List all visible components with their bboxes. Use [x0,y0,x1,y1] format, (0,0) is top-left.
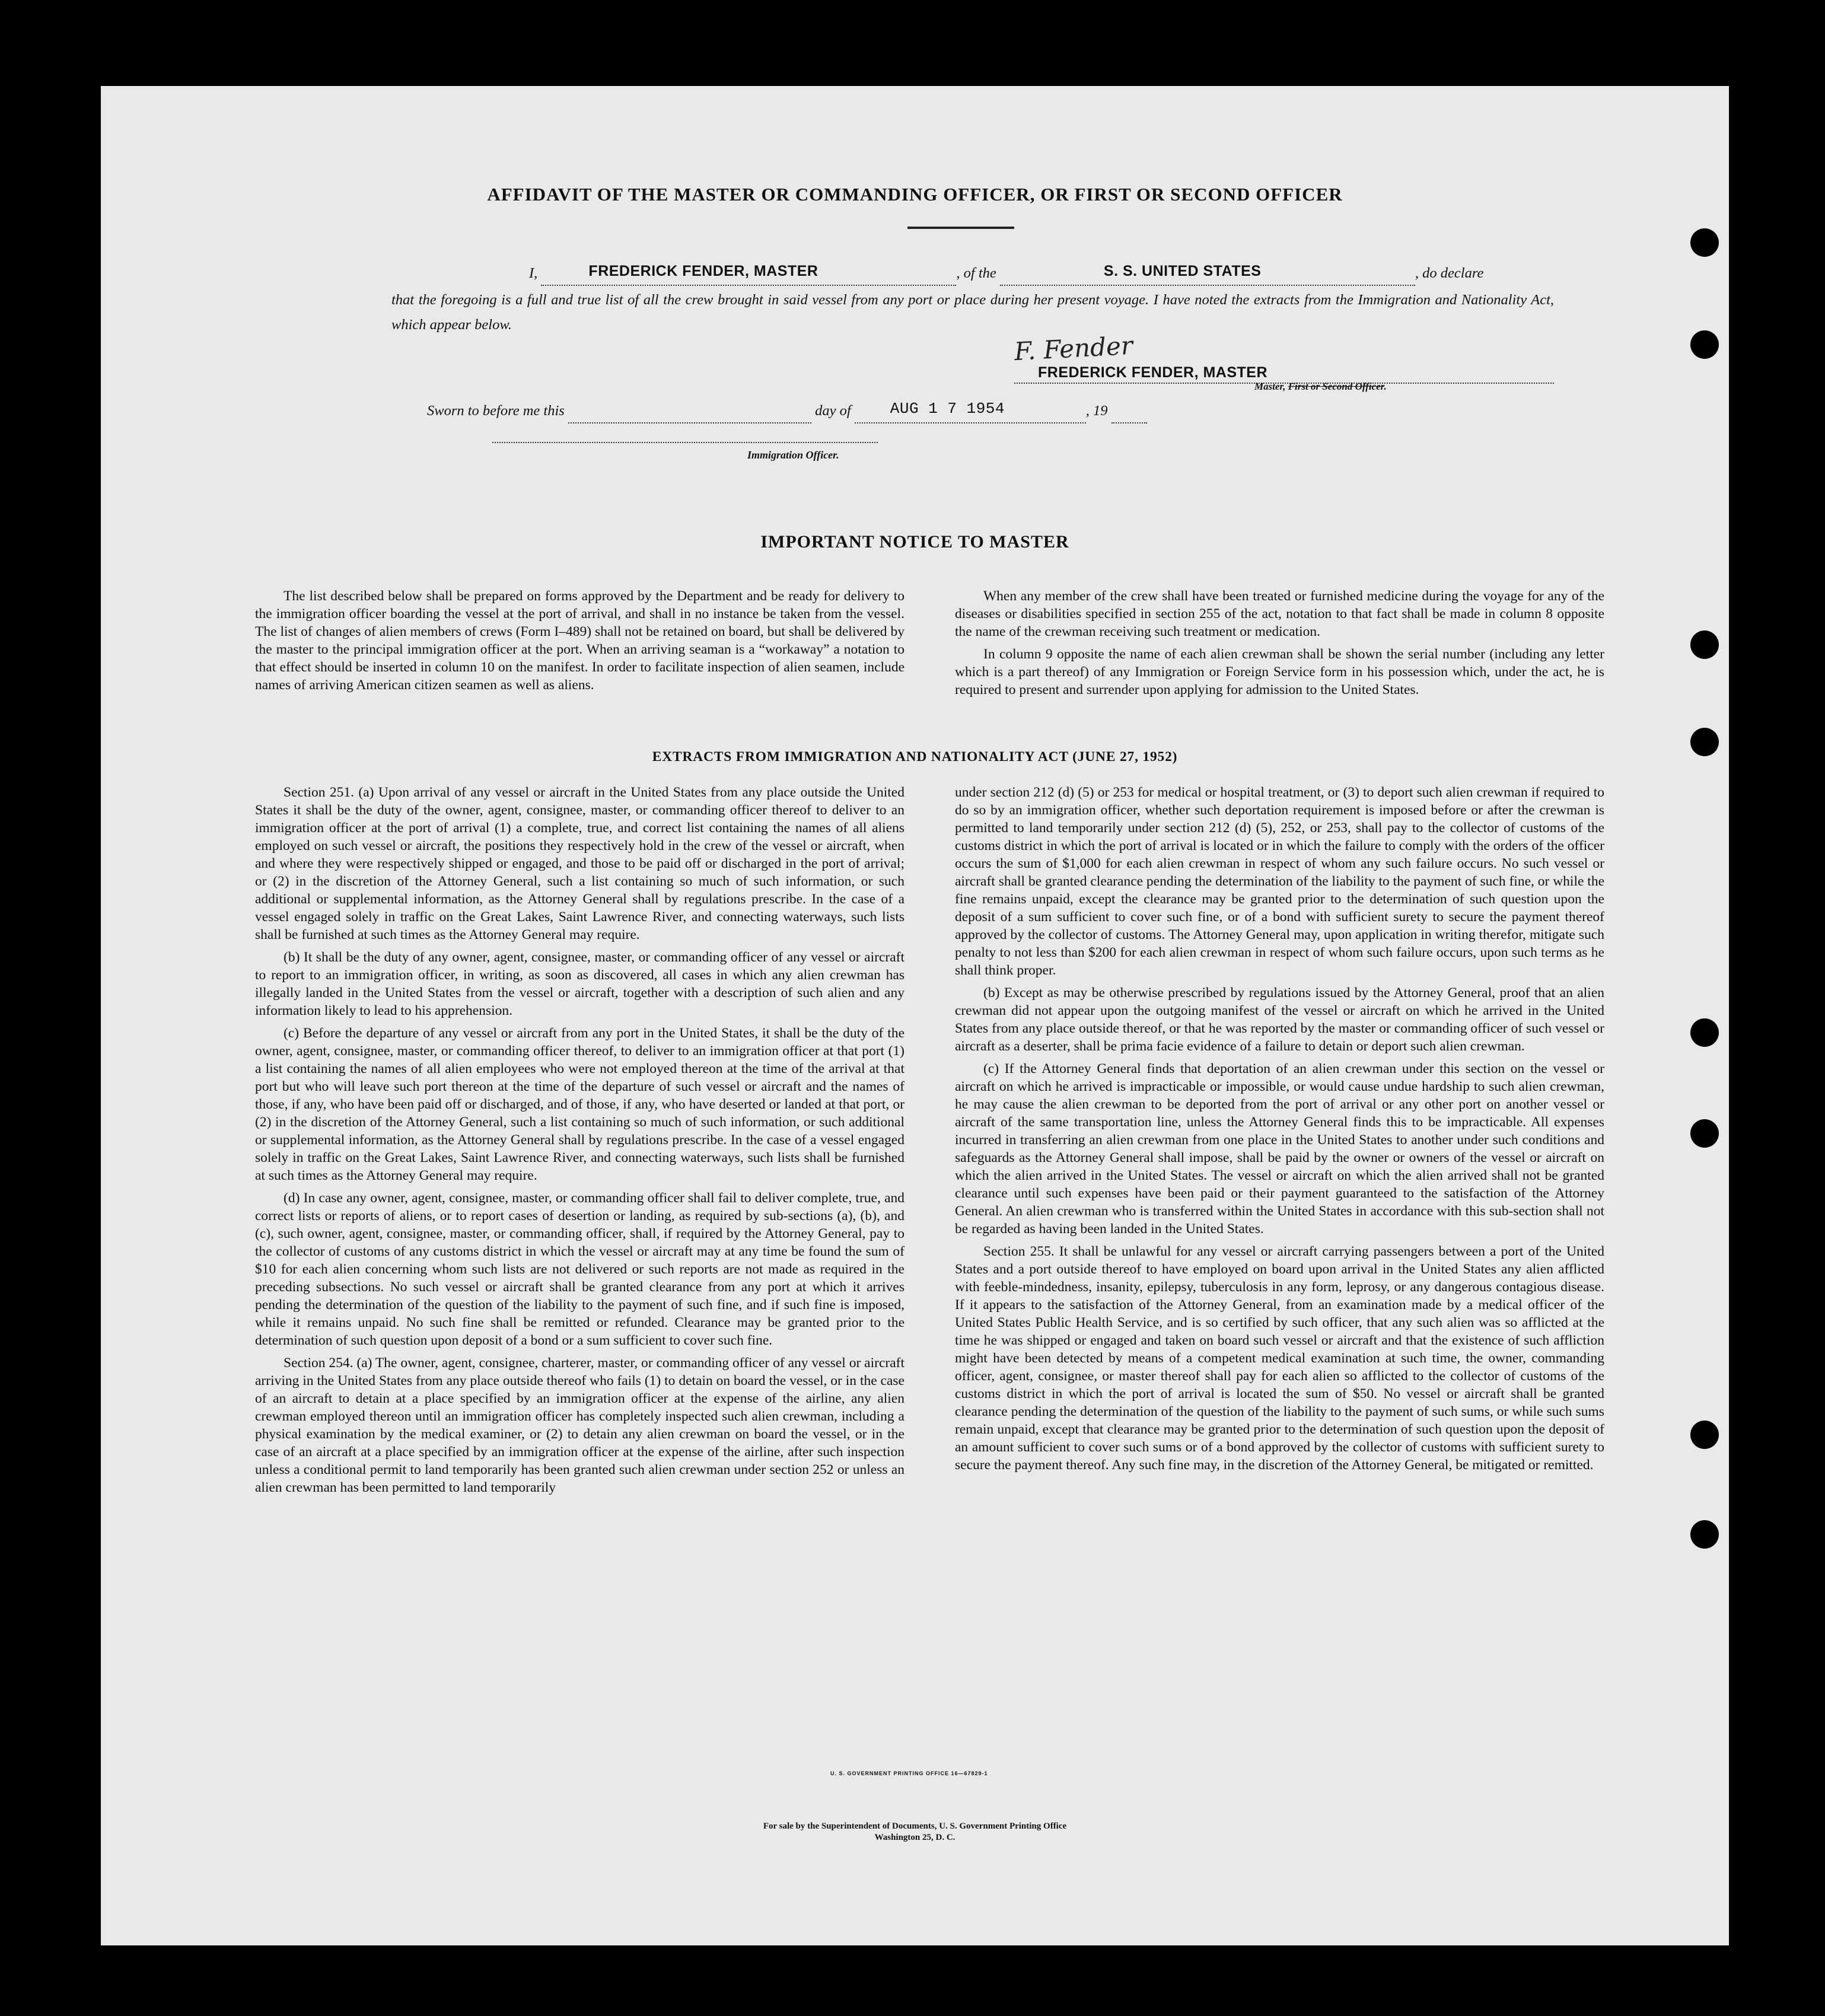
section-254-a-cont: under section 212 (d) (5) or 253 for medical or hospital treatment, or (3) to deport such alien crewman if required to do so by an immigration officer, whether such deportation requirement is imposed before or after the crewman is permitted to land temporarily under section 212 (d) (5), 252, or 253, shall pay to the collector of customs of the customs district in which the port of arrival is located or in which the failure to comply with the orders of the officer occurs the sum of $1,000 for each alien crewman in respect of whom any such failure occurs. No such vessel or aircraft shall be granted clearance pending the determination of the liability to the payment of such fine, or while the fine remains unpaid, except the clearance may be granted prior to the determination of such question upon the deposit of a sum sufficient to cover such fine, or of a bond with sufficient surety to secure the payment thereof approved by the collector of customs. The Attorney General may, upon application in writing therefor, mitigate such penalty to not less than $200 for each alien crewman in respect of whom such failure occurs, upon such terms as he shall think proper. [955,785,1604,978]
signer-caption-end: . [1384,381,1387,392]
title-rule [907,227,1014,229]
affidavit-title: AFFIDAVIT OF THE MASTER OR COMMANDING OFFICER, OR FIRST OR SECOND OFFICER [487,184,1343,205]
binder-hole [1690,1119,1719,1148]
sale-line-2: Washington 25, D. C. [874,1833,956,1842]
notice-left-column [255,587,904,694]
name-field [541,263,956,286]
vessel-value: S. S. UNITED STATES [1103,263,1262,279]
notice-right-para-2: In column 9 opposite the name of each alien crewman shall be shown the serial number (including any letter which is a part thereof) of any Immigration or Foreign Service form in his possession which, under the act, he is required to present and surrender upon applying for admission to the United States. [955,646,1604,698]
extracts-title: EXTRACTS FROM IMMIGRATION AND NATIONALITY ACT (JUNE 27, 1952) [652,749,1178,765]
binder-hole [1690,330,1719,359]
officer-caption: Immigration Officer. [747,449,839,461]
signer-caption-master: Master, [1254,381,1286,392]
vessel-field [1000,263,1415,286]
section-254-c: (c) If the Attorney General finds that deportation of an alien crewman under this section on the vessel or aircraft on which he arrived is impracticable or impossible, or would cause undue hardship to such alien crewman, he may cause the alien crewman to be deported from the port of arrival or any other port on another vessel or aircraft of the same transportation line, unless the Attorney General finds this to be impracticable. All expenses incurred in transferring an alien crewman from one place in the United States to another under such conditions and safeguards as the Attorney General shall impose, shall be paid by the owner or owners of the vessel or aircraft on which the alien arrived in the United States. The vessel or aircraft on which the alien arrived shall not be granted clearance until such expenses have been paid or their payment guaranteed to the satisfaction of the Attorney General. An alien crewman who is transferred within the United States in accordance with this sub-section shall not be regarded as having been landed in the United States. [955,1061,1604,1237]
date-field [855,400,1086,423]
sworn-day-field [568,406,811,423]
signature-typed: FREDERICK FENDER, MASTER [1038,364,1268,381]
form-sheet [101,86,1729,1945]
binder-hole [1690,1018,1719,1047]
binder-hole [1690,1421,1719,1449]
year-field [1111,406,1147,423]
binder-hole [1690,228,1719,257]
year-label: , 19 [1085,403,1108,419]
binder-hole [1690,728,1719,756]
section-254-a: Section 254. (a) The owner, agent, consignee, charterer, master, or commanding officer of any vessel or aircraft arriving in the United States from any place outside thereof who fails (1) to detain on board the vessel, or in the case of an aircraft to detain at a place specified by an immigration officer at the expense of the airline, any alien crewman employed thereon until an immigration officer has completely inspected such alien crewman, including a physical examination by the medical examiner, or (2) to detain any alien crewman on board the vessel, or in the case of an aircraft at a place specified by an immigration officer at the expense of the airline, after such inspection unless a conditional permit to land temporarily has been granted such alien crewman under section 252 or unless an alien crewman has been permitted to land temporarily [255,1355,904,1495]
section-251-a: Section 251. (a) Upon arrival of any vessel or aircraft in the United States from any place outside the United States it shall be the duty of the owner, agent, consignee, master, or commanding officer thereof to deliver to an immigration officer at the port of arrival (1) a complete, true, and correct list containing the names of all aliens employed on such vessel or aircraft, the positions they respectively hold in the crew of the vessel or aircraft, when and where they were respectively shipped or engaged, and those to be paid off or discharged in the port of arrival; or (2) in the discretion of the Attorney General, such a list containing so much of such information, or such additional or supplemental information, as the Attorney General shall by regulations prescribe. In the case of a vessel engaged solely in traffic on the Great Lakes, Saint Lawrence River, and connecting waterways, such lists shall be furnished at such times as the Attorney General may require. [255,785,904,942]
affidavit-statement: that the foregoing is a full and true list of all the crew brought in said vessel from any port or place during her present voyage. I have noted the extracts from the Immigration and Nationality Act, which appear below. [391,292,1554,333]
day-of-label: day of [815,403,851,419]
notice-right-para-1: When any member of the crew shall have been treated or furnished medicine during the voyage for any of the diseases or disabilities specified in section 255 of the act, notation to that fact shall be made in column 8 opposite the name of the crewman receiving such treatment or medication. [955,588,1604,639]
sworn-label: Sworn to before me this [427,403,565,419]
of-the-label: , of the [956,265,996,281]
notice-right-column [955,587,1604,699]
section-251-c: (c) Before the departure of any vessel or aircraft from any port in the United States, it shall be the duty of the owner, agent, consignee, master, or commanding officer thereof, to deliver to an immigration officer at that port (1) a list containing the names of all alien employees who were not employed thereon at the time of the arrival at that port but who will leave such port thereon at the time of the departure of such vessel or aircraft and the names of those, if any, who have been paid off or discharged, and of those, if any, who have deserted or landed at that port, or (2) in the discretion of the Attorney General, such a list containing so much of such information, or such additional or supplemental information, as the Attorney General shall by regulations prescribe. In the case of a vessel engaged solely in traffic on the Great Lakes, Saint Lawrence River, and connecting waterways, such lists shall be furnished at such times as the Attorney General may require. [255,1025,904,1183]
section-255: Section 255. It shall be unlawful for any vessel or aircraft carrying passengers between a port of the United States and a port outside thereof to have employed on board upon arrival in the United States any alien afflicted with feeble-mindedness, insanity, epilepsy, tuberculosis in any form, leprosy, or any dangerous contagious disease. If it appears to the satisfaction of the Attorney General, from an examination made by a medical officer of the United States Public Health Service, and is so certified by such officer, that any such alien was so afflicted at the time he was shipped or engaged and taken on board such vessel or aircraft and that the existence of such affliction might have been detected by means of a competent medical examination at such time, the owner, commanding officer, agent, consignee, or master thereof shall pay for each alien so afflicted to the collector of customs of the customs district in which the port of arrival is located the sum of $50. No vessel or aircraft shall be granted clearance pending the determination of the question of the liability to the payment of such sums, or while such sums remain unpaid, except that clearance may be granted prior to the determination of such question upon the deposit of an amount sufficient to cover such sums or of a bond approved by the collector of customs with sufficient surety to secure the payment thereof. Any such fine may, in the discretion of the Attorney General, be mitigated or remitted. [955,1244,1604,1473]
extracts-left-column [255,784,904,1496]
sworn-line [427,399,1595,423]
binder-hole [1690,1520,1719,1549]
i-label: I, [529,265,538,281]
section-251-d: (d) In case any owner, agent, consignee, master, or commanding officer shall fail to deliver complete, true, and correct lists or reports of aliens, or to report cases of desertion or landing, as required by sub-sections (a), (b), and (c), such owner, agent, consignee, master, or commanding officer, shall, if required by the Attorney General, pay to the collector of customs of any customs district in which the vessel or aircraft may at any time be found the sum of $10 for each alien concerning whom such lists are not delivered or such reports are not made as required in the preceding subsections. No such vessel or aircraft shall be granted clearance from any port at which it arrives pending the determination of the question of the liability to the payment of such fine, and if such fine is imposed, while it remains unpaid. No such fine shall be remitted or refunded. Clearance may be granted prior to the determination of such question upon deposit of a bond or a sum sufficient to cover such fine. [255,1190,904,1348]
notice-left-para: The list described below shall be prepared on forms approved by the Department and be ready for delivery to the immigration officer boarding the vessel at the port of arrival, and shall in no instance be taken from the vessel. The list of changes of alien members of crews (Form I–489) shall not be retained on board, but shall be delivered by the master to the principal immigration officer at the port. When an arriving seaman is a “workaway” a notation to that effect should be inserted in column 10 on the manifest. In order to facilitate inspection of alien seamen, include names of arriving American citizen seamen as well as aliens. [255,588,904,693]
sale-line-1: For sale by the Superintendent of Documents, U. S. Government Printing Office [763,1821,1067,1831]
signer-caption [1254,381,1387,393]
binder-hole [1690,630,1719,659]
printing-office-line: U. S. GOVERNMENT PRINTING OFFICE 16—67829-1 [830,1770,988,1776]
name-value: FREDERICK FENDER, MASTER [588,263,818,279]
officer-signature-line [492,442,878,443]
extracts-right-column [955,784,1604,1474]
signer-caption-struck: First or Second Officer [1288,381,1384,392]
signature: F. Fender [1013,330,1134,367]
declaration-line [391,261,1560,286]
sale-notice [101,1821,1729,1843]
section-254-b: (b) Except as may be otherwise prescribed by regulations issued by the Attorney General, proof that an alien crewman did not appear upon the outgoing manifest of the vessel or aircraft on which he arrived in the United States from any place outside thereof, or that he was reported by the master or commanding officer of such vessel or aircraft as a deserter, shall be prima facie evidence of a failure to detain or deport such alien crewman. [955,985,1604,1054]
date-stamp: AUG 1 7 1954 [890,400,1005,418]
section-251-b: (b) It shall be the duty of any owner, agent, consignee, master, or commanding officer of any vessel or aircraft to report to an immigration officer, in writing, as soon as discovered, all cases in which any alien crewman has illegally landed in the United States from the vessel or aircraft, together with a description of such alien and any information likely to lead to his apprehension. [255,950,904,1018]
do-declare-label: , do declare [1415,265,1484,281]
notice-title: IMPORTANT NOTICE TO MASTER [760,532,1069,552]
